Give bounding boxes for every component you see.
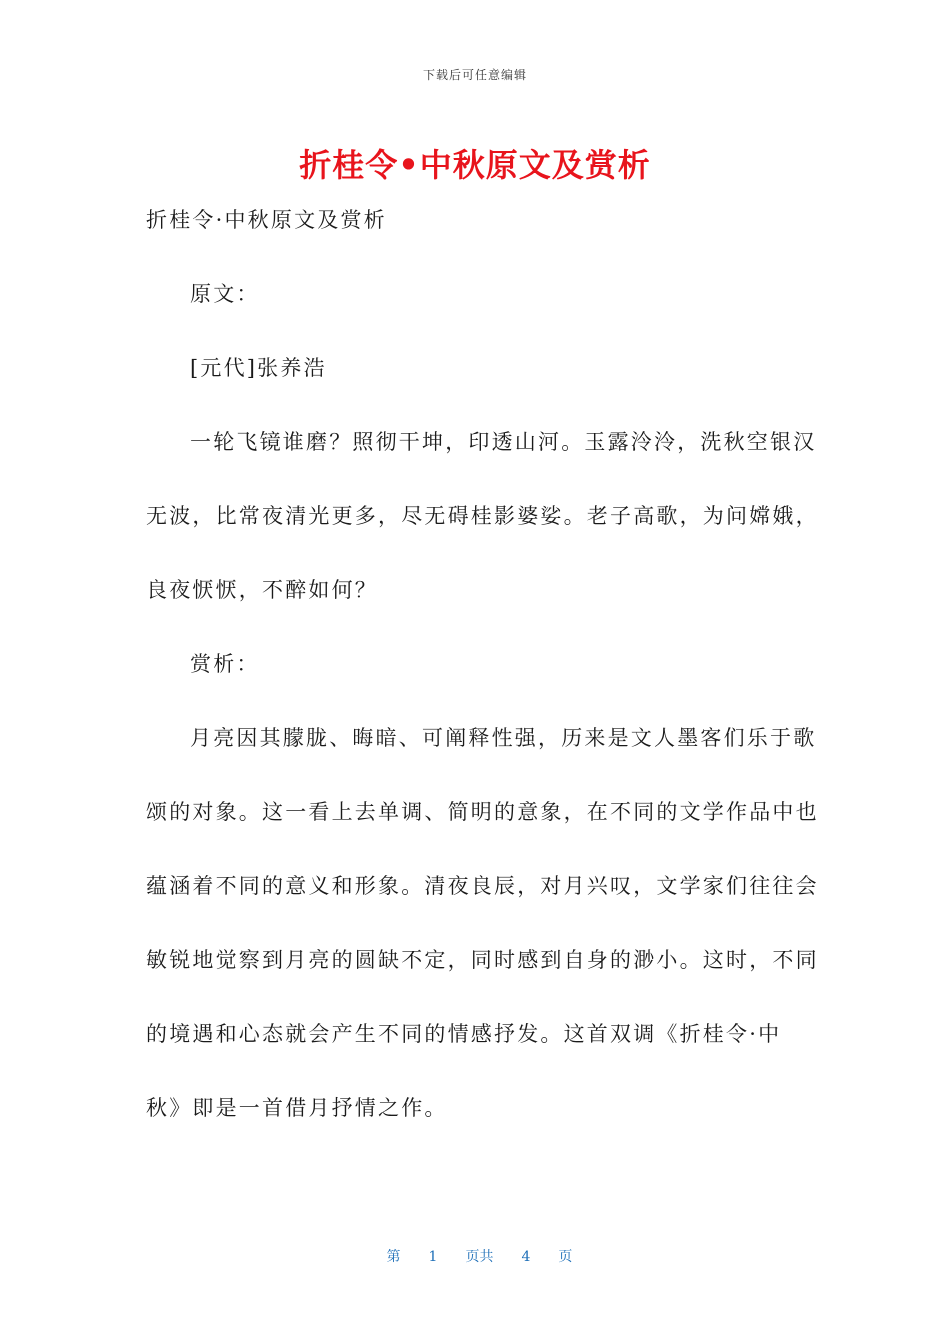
page-footer <box>0 1230 950 1266</box>
footer-total-pages: 4 <box>521 1249 531 1265</box>
analysis-line-1: 月亮因其朦胧、晦暗、可阐释性强，历来是文人墨客们乐于歌 <box>190 726 817 750</box>
analysis-line-6: 秋》即是一首借月抒情之作。 <box>146 1096 448 1120</box>
footer-page-label: 第 <box>386 1249 401 1265</box>
document-body <box>146 183 819 1145</box>
poem-line-1: 一轮飞镜谁磨？照彻干坤，印透山河。玉露泠泠，洗秋空银汉 <box>190 430 817 454</box>
section-label-analysis: 赏析： <box>190 652 260 676</box>
analysis-line-3: 蕴涵着不同的意义和形象。清夜良辰，对月兴叹，文学家们往往会 <box>146 874 819 898</box>
analysis-line-2: 颂的对象。这一看上去单调、简明的意象，在不同的文学作品中也 <box>146 800 819 824</box>
analysis-line-5: 的境遇和心态就会产生不同的情感抒发。这首双调《折桂令·中 <box>146 1022 782 1046</box>
analysis-line-4: 敏锐地觉察到月亮的圆缺不定，同时感到自身的渺小。这时，不同 <box>146 948 819 972</box>
section-label-original: 原文： <box>190 282 260 306</box>
poem-line-2: 无波，比常夜清光更多，尽无碍桂影婆娑。老子高歌，为问嫦娥， <box>146 504 819 528</box>
footer-end-label: 页 <box>558 1249 573 1265</box>
subtitle-line: 折桂令·中秋原文及赏析 <box>146 208 387 232</box>
poem-line-3: 良夜恹恹，不醉如何？ <box>146 578 378 602</box>
footer-of-label: 页共 <box>465 1249 494 1265</box>
footer-page-number: 1 <box>428 1249 438 1265</box>
document-title: 折桂令•中秋原文及赏析 <box>299 146 651 184</box>
author-line: [元代]张养浩 <box>190 356 327 380</box>
header-note: 下载后可任意编辑 <box>422 68 527 82</box>
